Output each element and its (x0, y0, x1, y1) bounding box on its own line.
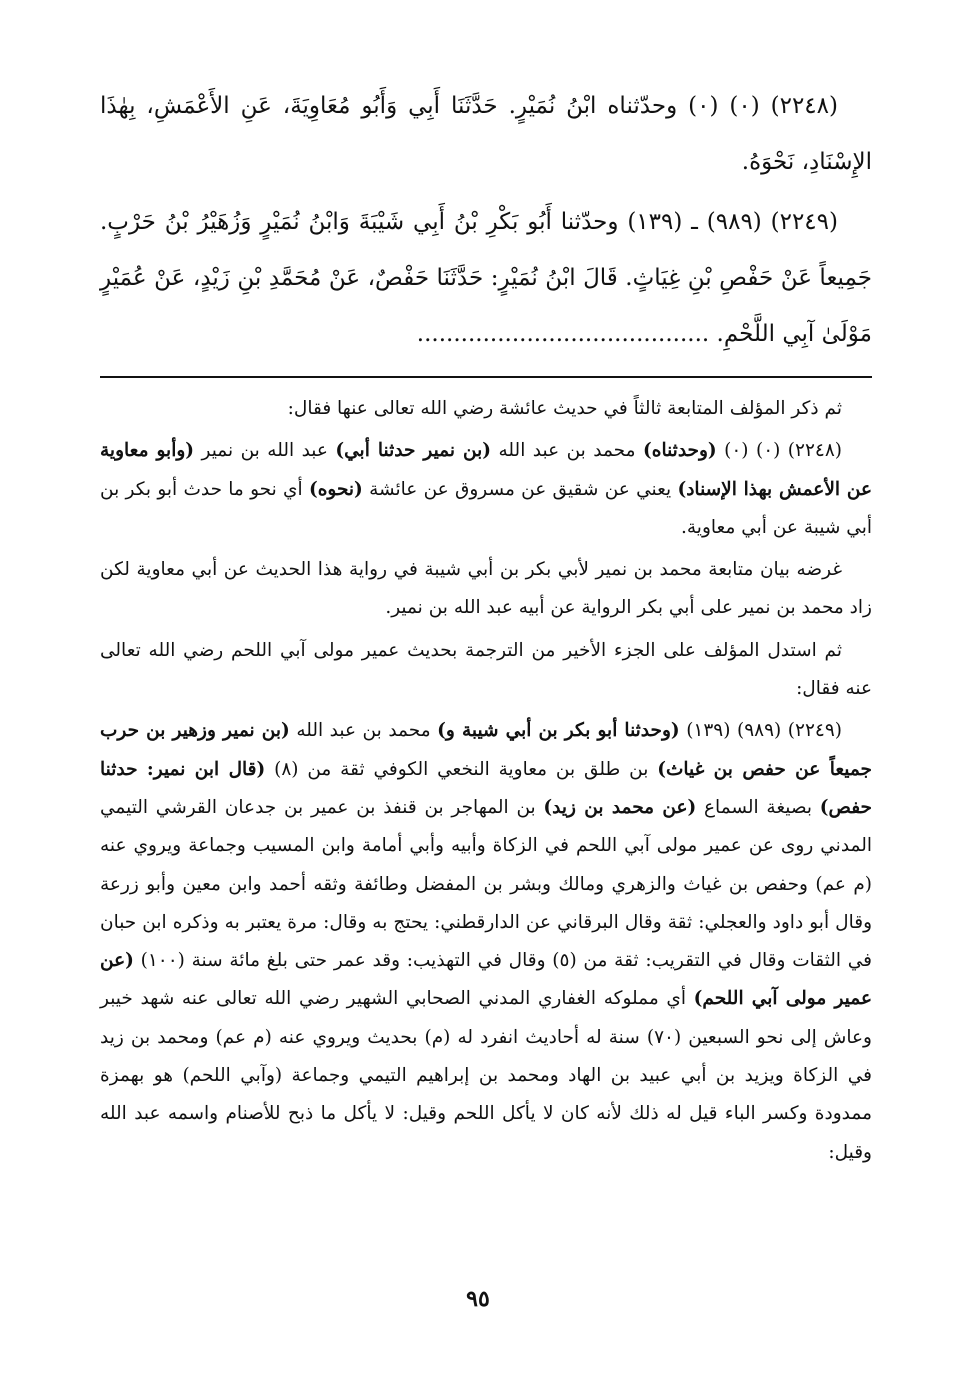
commentary-2249 (100, 712, 872, 1172)
commentary-intro-1: ثم ذكر المؤلف المتابعة ثالثاً في حديث عائشة رضي الله تعالى عنها فقال: (287, 398, 842, 419)
hadith-continuation-dots: ........................................ (416, 321, 710, 347)
hadith-2248-text: (٢٢٤٨) (٠) (٠) وحدّثناه ابْنُ نُمَيْرٍ. حَدَّثَنَا أَبِي وَأَبُو مُعَاوِيَةَ، عَنِ الأَعْمَشِ، بِهٰذَا الإِسْنَادِ، نَحْوَهُ. (100, 93, 872, 175)
commentary-text: محمد بن عبد الله (289, 720, 438, 742)
commentary-intro-2: ثم استدل المؤلف على الجزء الأخير من الترجمة بحديث عمير مولى آبي اللحم رضي الله تعالى عنه فقال: (100, 639, 872, 700)
hadith-2248 (100, 78, 872, 190)
commentary-text: محمد بن عبد الله (491, 440, 643, 462)
commentary-text: بن طلق بن معاوية النخعي الكوفي ثقة من (٨) (265, 758, 658, 780)
commentary-quote: (وأبو معاوية عن الأعمش بهذا الإسناد) (100, 440, 872, 500)
commentary-text: بصيغة السماع (696, 796, 820, 818)
hadith-2249-text: (٢٢٤٩) (٩٨٩) ـ (١٣٩) وحدّثنا أَبُو بَكْرِ بْنُ أَبِي شَيْبَةَ وَابْنُ نُمَيْرٍ وَزُهَيْرُ بْنُ حَرْبٍ. جَمِيعاً عَنْ حَفْصِ بْنِ غِيَاثٍ. قَالَ ابْنُ نُمَيْرٍ: حَدَّثَنَا حَفْصٌ، عَنْ مُحَمَّدِ بْنِ زَيْدٍ، عَنْ عُمَيْرٍ مَوْلَىٰ آبِي اللَّحْمِ. (100, 209, 872, 347)
commentary-quote: (عن عمير مولى آبي اللحم) (100, 950, 872, 1010)
commentary-text: عبد الله بن نمير (194, 440, 336, 462)
commentary-quote: (بن نمير وزهير بن حرب جميعاً عن حفص بن غياث) (100, 720, 872, 780)
book-page (100, 78, 872, 1172)
commentary-text: يعني عن شقيق عن مسروق عن عائشة (362, 478, 678, 500)
commentary-2248 (100, 432, 872, 547)
commentary-quote: (عن محمد بن زيد) (543, 796, 697, 818)
commentary-quote: (قال ابن نمير: حدثنا حفص) (100, 758, 872, 818)
hadith-2249 (100, 194, 872, 362)
commentary-text: أي مملوكه الغفاري المدني الصحابي الشهير رضي الله تعالى عنه شهد خيبر وعاش إلى نحو السبعين (٧٠) سنة له أحاديث انفرد له (م) بحديث ويروي عنه (م عم) ومحمد بن زيد في الزكاة ويزيد بن أبي عبيد بن الهاد ومحمد بن إبراهيم التيمي وجماعة (وآبي اللحم) هو بهمزة ممدودة وكسر الباء قيل له ذلك لأنه كان لا يأكل اللحم وقيل: لا يأكل ما ذبح للأصنام واسمه عبد الله وقيل: (100, 988, 872, 1163)
page-number: ٩٥ (466, 1286, 490, 1312)
commentary-text: أي نحو ما حدث أبو بكر بن أبي شيبة عن أبي معاوية. (100, 478, 872, 538)
commentary-purpose: غرضه بيان متابعة محمد بن نمير لأبي بكر بن أبي شيبة في رواية هذا الحديث عن أبي معاوية لكن زاد محمد بن نمير على أبي بكر الرواية عن أبيه عبد الله بن نمير. (100, 559, 872, 619)
footnote-divider (100, 376, 872, 378)
commentary-quote: (وحدثناه) (643, 440, 717, 462)
commentary-quote: (نحوه) (308, 478, 363, 500)
commentary-text: (٢٢٤٩) (٩٨٩) (١٣٩) (679, 720, 842, 742)
commentary-text: بن المهاجر بن قنفذ بن عمير بن جدعان القرشي التيمي المدني روى عن عمير مولى آبي اللحم في الزكاة وأبيه وأبي أمامة وابن المسيب وجماعة ويروي عنه (م عم) وحفص بن غياث والزهري ومالك وبشر بن المفضل وطائفة وثقه أحمد وابن معين وأبو زرعة وقال أبو داود والعجلي: ثقة وقال البرقاني عن الدارقطني: يحتج به وقال: مرة يعتبر به وذكره ابن حبان في الثقات وقال في التقريب: ثقة من (٥) وقال في التهذيب: وقد عمر حتى بلغ مائة سنة (١٠٠) (100, 796, 872, 972)
commentary-text: (٢٢٤٨) (٠) (٠) (716, 440, 842, 462)
commentary-quote: (بن نمير حدثنا أبي) (335, 440, 492, 462)
commentary-quote: (وحدثنا أبو بكر بن أبي شيبة و) (437, 720, 680, 742)
